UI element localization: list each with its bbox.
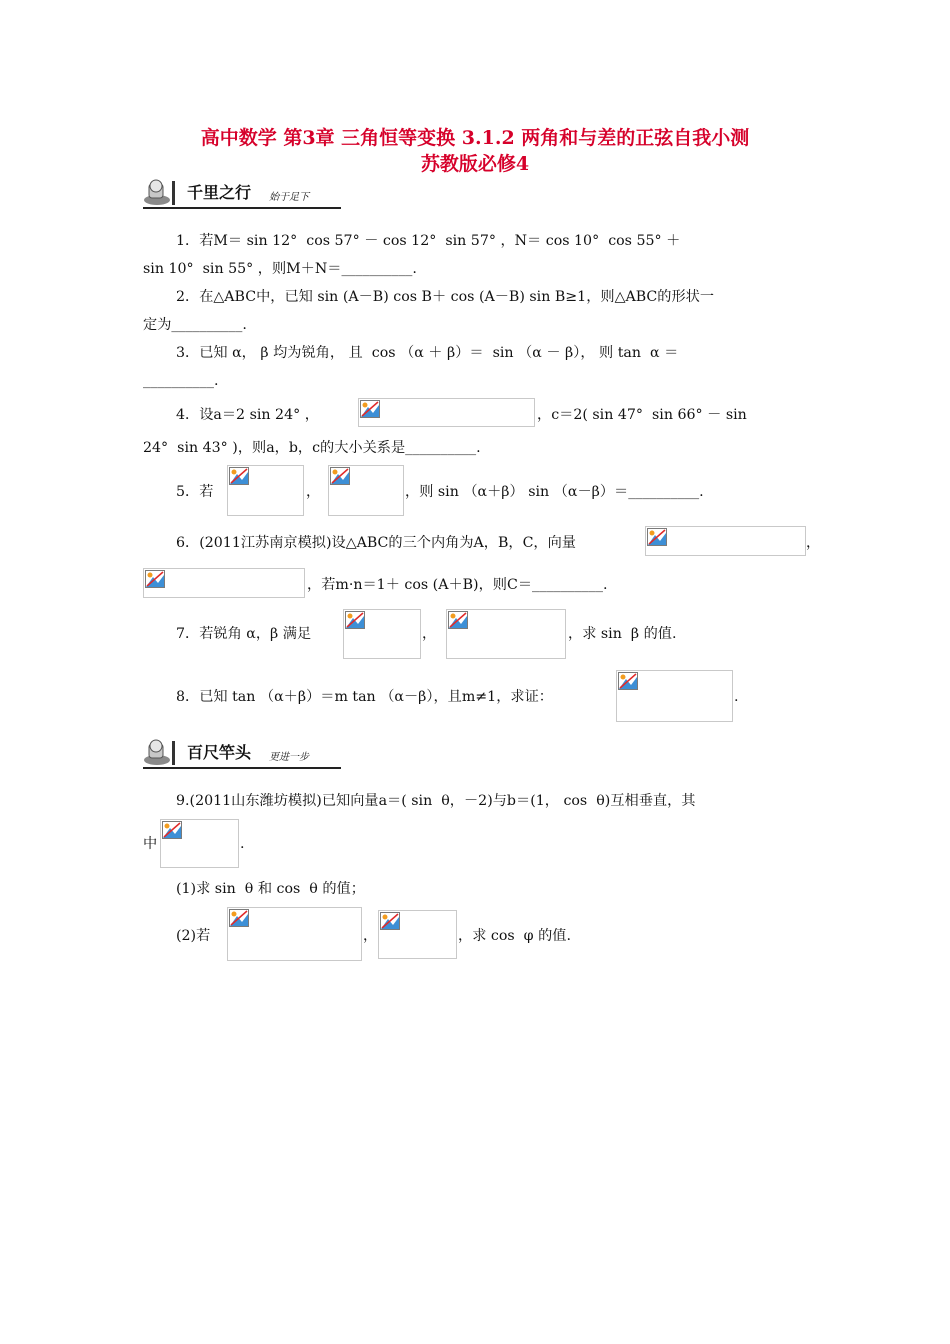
section-motto: 始于足下 xyxy=(269,192,309,203)
broken-image-icon xyxy=(345,611,365,629)
formula-image-placeholder xyxy=(328,465,404,516)
question-7-prefix: 7．若锐角 α，β 满足 xyxy=(176,626,312,642)
question-9-line-2-prefix: 中 xyxy=(143,836,158,852)
page-subtitle: 苏教版必修4 xyxy=(420,153,530,175)
question-6-line-2: ，若m·n＝1＋ cos (A＋B)，则C＝__________. xyxy=(307,577,608,593)
broken-image-icon xyxy=(229,909,249,927)
broken-image-icon xyxy=(145,570,165,588)
question-8-period: . xyxy=(734,689,739,705)
broken-image-icon xyxy=(162,821,182,839)
section-banner-1 xyxy=(143,178,343,208)
question-4-line-1b: ，c＝2( sin 47° sin 66° － sin xyxy=(537,407,747,423)
section-rule xyxy=(143,767,341,769)
bamboo-decoration-icon xyxy=(143,178,183,206)
bamboo-decoration-icon xyxy=(143,738,183,766)
section-rule xyxy=(143,207,341,209)
question-4-line-1a: 4．设a＝2 sin 24° ， xyxy=(176,407,319,423)
question-1-line-2: sin 10° sin 55° ，则M＋N＝__________. xyxy=(143,261,417,277)
question-2-line-1: 2．在△ABC中，已知 sin (A－B) cos B＋ cos (A－B) sin B≥1，则△ABC的形状一 xyxy=(176,289,715,305)
formula-image-placeholder xyxy=(358,398,535,427)
section-motto: 更进一步 xyxy=(269,752,309,763)
formula-image-placeholder xyxy=(446,609,566,659)
formula-image-placeholder xyxy=(227,465,304,516)
question-9-part-2-separator: ， xyxy=(363,928,378,944)
broken-image-icon xyxy=(448,611,468,629)
question-3-line-2: __________. xyxy=(143,373,219,389)
formula-image-placeholder xyxy=(227,907,362,961)
section-title: 千里之行 xyxy=(187,183,252,202)
question-9-line-2-period: . xyxy=(240,836,245,852)
formula-image-placeholder xyxy=(160,819,239,868)
question-7-suffix: ，求 sin β 的值. xyxy=(568,626,677,642)
question-9-part-1: (1)求 sin θ 和 cos θ 的值； xyxy=(176,881,365,897)
page-title: 高中数学 第3章 三角恒等变换 3.1.2 两角和与差的正弦自我小测 xyxy=(200,127,750,149)
question-9-line-1: 9.(2011山东潍坊模拟)已知向量a＝( sin θ，－2)与b＝(1， cos θ)互相垂直，其 xyxy=(176,793,696,809)
question-1-line-1: 1．若M＝ sin 12° cos 57° － cos 12° sin 57° ，N＝ cos 10° cos 55° ＋ xyxy=(176,233,681,249)
formula-image-placeholder xyxy=(378,910,457,959)
formula-image-placeholder xyxy=(343,609,421,659)
broken-image-icon xyxy=(647,528,667,546)
question-8-text: 8．已知 tan （α＋β）＝m tan （α－β），且m≠1，求证： xyxy=(176,689,553,705)
question-9-part-2-suffix: ，求 cos φ 的值. xyxy=(458,928,572,944)
broken-image-icon xyxy=(229,467,249,485)
question-6-separator: ， xyxy=(806,535,821,551)
question-4-line-2: 24° sin 43° )，则a，b，c的大小关系是__________. xyxy=(143,440,481,456)
question-5-prefix: 5．若 xyxy=(176,484,214,500)
question-3-line-1: 3．已知 α， β 均为锐角， 且 cos （α ＋ β）＝ sin （α － β）， 则 tan α ＝ xyxy=(176,345,679,361)
formula-image-placeholder xyxy=(645,526,806,556)
question-5-separator: ， xyxy=(306,484,321,500)
broken-image-icon xyxy=(360,400,380,418)
question-9-part-2-prefix: (2)若 xyxy=(176,928,211,944)
formula-image-placeholder xyxy=(143,568,305,598)
question-5-suffix: ，则 sin （α＋β） sin （α－β）＝__________. xyxy=(405,484,704,500)
section-title: 百尺竿头 xyxy=(187,743,252,762)
formula-image-placeholder xyxy=(616,670,733,722)
broken-image-icon xyxy=(330,467,350,485)
section-banner-2 xyxy=(143,738,343,768)
question-2-line-2: 定为__________. xyxy=(143,317,247,333)
question-6-line-1: 6．(2011江苏南京模拟)设△ABC的三个内角为A，B，C，向量 xyxy=(176,535,576,551)
broken-image-icon xyxy=(380,912,400,930)
question-7-separator: ， xyxy=(422,626,437,642)
broken-image-icon xyxy=(618,672,638,690)
